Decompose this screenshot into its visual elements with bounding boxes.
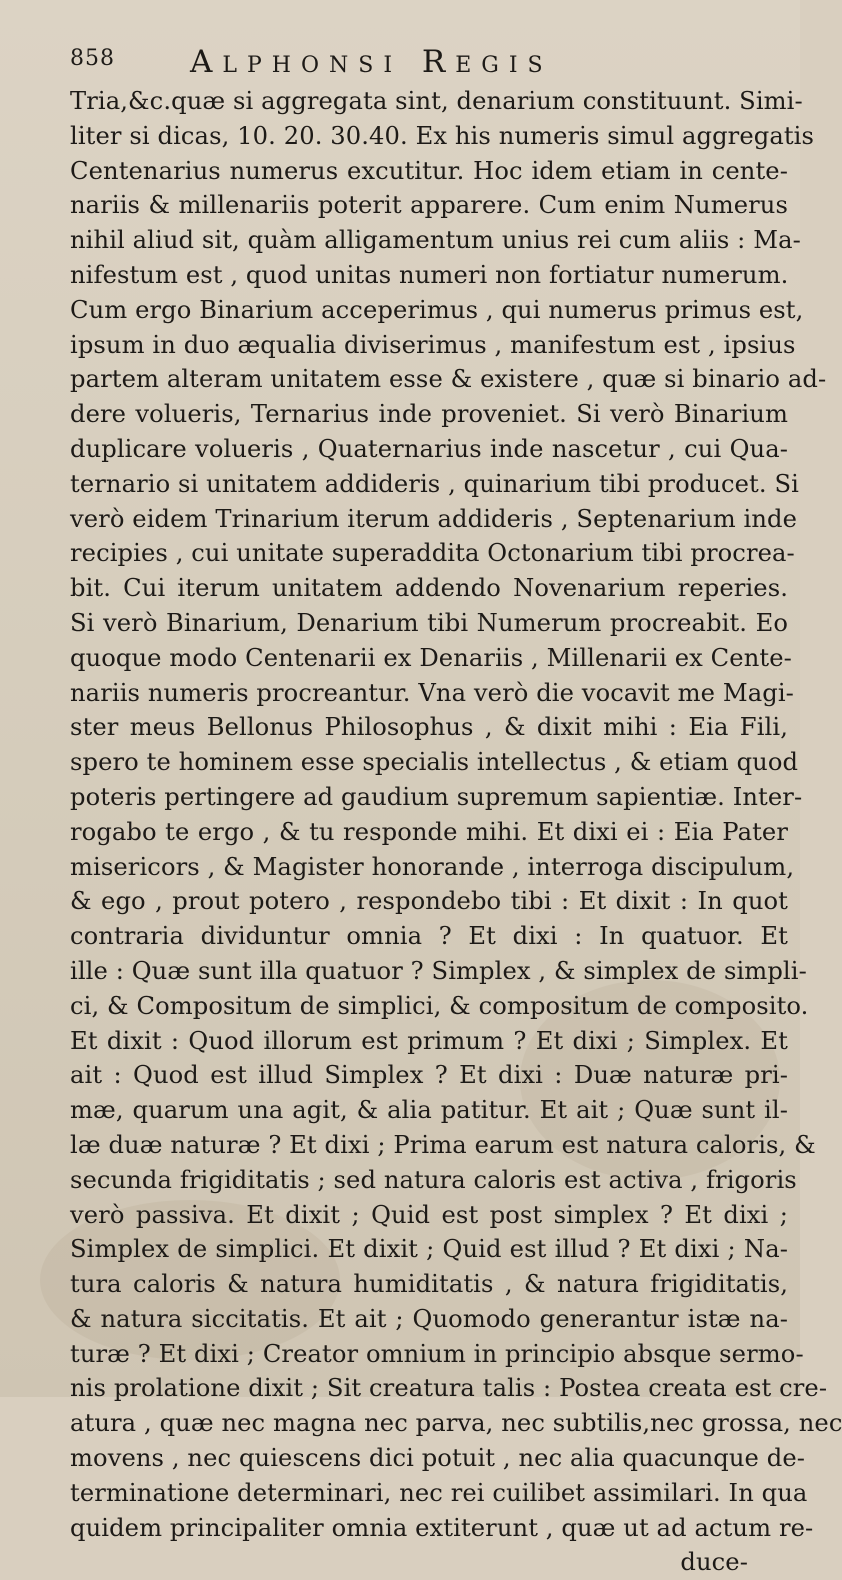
text-line: & natura siccitatis. Et ait ; Quomodo generantur istæ na- [70,1304,788,1333]
text-line: Et dixit : Quod illorum est primum ? Et dixi ; Simplex. Et [70,1026,788,1055]
text-line: secunda frigiditatis ; sed natura caloris est activa , frigoris [70,1165,797,1194]
text-line: ait : Quod est illud Simplex ? Et dixi : Duæ naturæ pri- [70,1061,788,1090]
text-line: Simplex de simplici. Et dixit ; Quid est illud ? Et dixi ; Na- [70,1235,788,1264]
text-line: recipies , cui unitate superaddita Octonarium tibi procrea- [70,539,795,568]
text-line: Centenarius numerus excutitur. Hoc idem etiam in cente- [70,156,788,185]
text-line: poteris pertingere ad gaudium supremum sapientiæ. Inter- [70,782,803,811]
text-line: duplicare volueris , Quaternarius inde nascetur , cui Qua- [70,434,788,463]
catchword: duce- [680,1548,748,1577]
text-line: nariis & millenariis poterit apparere. Cum enim Numerus [70,191,788,220]
text-line: movens , nec quiescens dici potuit , nec alia quacunque de- [70,1444,806,1473]
text-line: contraria dividuntur omnia ? Et dixi : In quatuor. Et [70,922,788,951]
text-line: nihil aliud sit, quàm alligamentum unius rei cum aliis : Ma- [70,226,801,255]
text-line: ipsum in duo æqualia diviserimus , manifestum est , ipsius [70,330,796,359]
body-text [70,84,842,1580]
text-line: liter si dicas, 10. 20. 30.40. Ex his numeris simul aggregatis [70,121,815,150]
text-line: nifestum est , quod unitas numeri non fortiatur numerum. [70,260,789,289]
text-line: mæ, quarum una agit, & alia patitur. Et ait ; Quæ sunt il- [70,1096,788,1125]
text-line: bit. Cui iterum unitatem addendo Novenarium reperies. [70,574,788,603]
text-line: quoque modo Centenarii ex Denariis , Millenarii ex Cente- [70,643,792,672]
text-line: & ego , prout potero , respondebo tibi : Et dixit : In quot [70,887,788,916]
running-head: Alphonsi Regis [190,44,553,80]
page-header [70,44,760,84]
text-line: tura caloris & natura humiditatis , & natura frigiditatis, [70,1270,788,1299]
text-line: rogabo te ergo , & tu responde mihi. Et dixi ei : Eia Pater [70,817,788,846]
text-line: verò eidem Trinarium iterum addideris , Septenarium inde [70,504,798,533]
text-line: quidem principaliter omnia extiterunt , quæ ut ad actum re- [70,1513,814,1542]
text-line: nariis numeris procreantur. Vna verò die vocavit me Magi- [70,678,794,707]
text-line: læ duæ naturæ ? Et dixi ; Prima earum est natura caloris, & [70,1130,816,1159]
page-number: 858 [70,46,115,71]
text-line: misericors , & Magister honorande , interroga discipulum, [70,852,795,881]
text-line: atura , quæ nec magna nec parva, nec subtilis,nec grossa, nec [70,1409,842,1438]
text-line: ternario si unitatem addideris , quinarium tibi producet. Si [70,469,799,498]
text-line: turæ ? Et dixi ; Creator omnium in principio absque sermo- [70,1339,804,1368]
text-line: Si verò Binarium, Denarium tibi Numerum procreabit. Eo [70,608,788,637]
text-line: nis prolatione dixit ; Sit creatura talis : Postea creata est cre- [70,1374,828,1403]
text-line: verò passiva. Et dixit ; Quid est post simplex ? Et dixi ; [70,1200,788,1229]
text-line: partem alteram unitatem esse & existere , quæ si binario ad- [70,365,827,394]
text-line: ille : Quæ sunt illa quatuor ? Simplex , & simplex de simpli- [70,956,807,985]
text-line: ci, & Compositum de simplici, & compositum de composito. [70,991,809,1020]
text-line: Tria,&c.quæ si aggregata sint, denarium constituunt. Simi- [70,87,803,115]
text-line: ster meus Bellonus Philosophus , & dixit mihi : Eia Fili, [70,713,788,742]
text-line: Cum ergo Binarium acceperimus , qui numerus primus est, [70,295,804,324]
text-line: spero te hominem esse specialis intellectus , & etiam quod [70,748,799,777]
text-line: terminatione determinari, nec rei cuilibet assimilari. In qua [70,1478,808,1507]
text-line: dere volueris, Ternarius inde proveniet. Si verò Binarium [70,400,788,429]
